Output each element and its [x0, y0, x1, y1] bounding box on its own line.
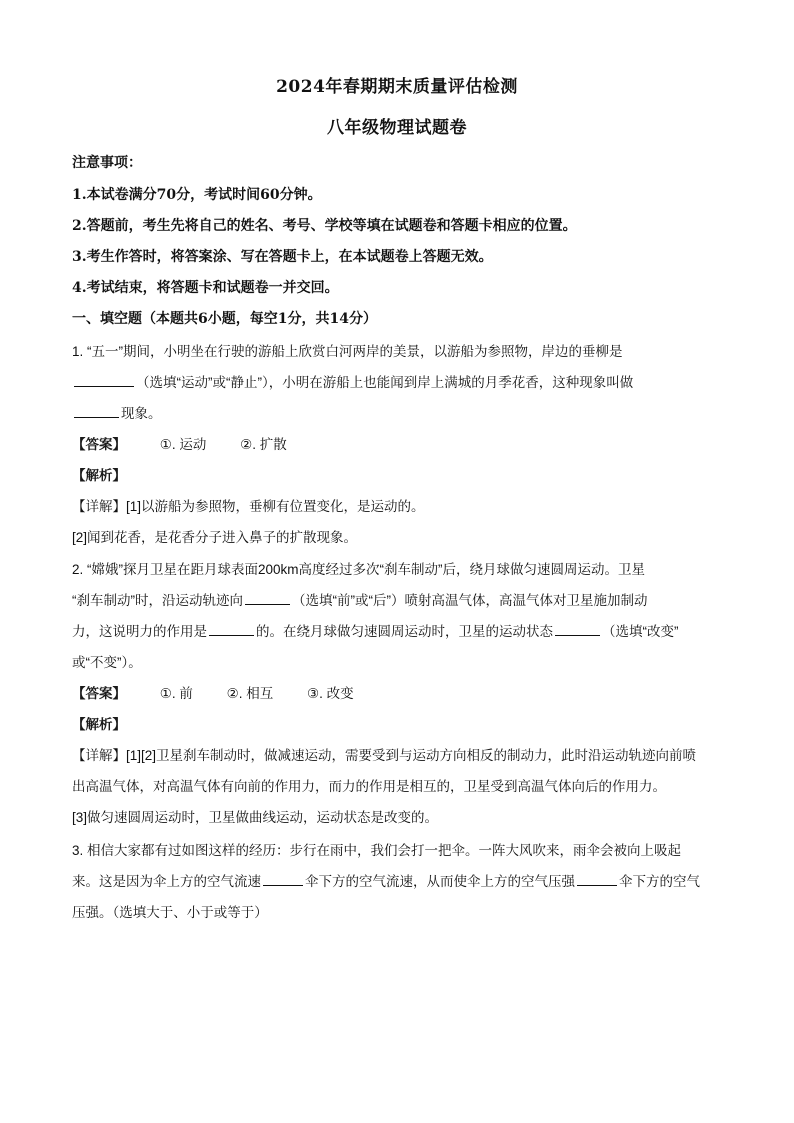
q2-line3-c: （选填“改变”: [602, 624, 679, 639]
q2-line3-a: 力，这说明力的作用是: [72, 624, 207, 639]
notes-heading: 注意事项：: [72, 155, 142, 171]
detail-label: 【详解】: [72, 748, 126, 763]
q3-line2: [72, 870, 732, 890]
q1-line3: [72, 402, 732, 422]
q2-detail-1-text: [1][2]卫星刹车制动时，做减速运动，需要受到与运动方向相反的制动力，此时沿运动轨迹向前喷: [126, 748, 697, 763]
q2-line4: 或“不变”）。: [72, 655, 142, 670]
q1-blank-1: [74, 372, 134, 387]
q2-line3-b: 的。在绕月球做匀速圆周运动时，卫星的运动状态: [256, 624, 553, 639]
q1-detail-2: [2]闻到花香，是花香分子进入鼻子的扩散现象。: [72, 530, 358, 545]
q1-blank-2: [74, 403, 119, 418]
note-item-4: 4.考试结束，将答题卡和试题卷一并交回。: [72, 280, 339, 296]
analysis-label: 【解析】: [72, 468, 126, 483]
q1-answer: [72, 433, 732, 453]
q3-line1: 3. 相信大家都有过如图这样的经历：步行在雨中，我们会打一把伞。一阵大风吹来，雨伞会被向上吸起: [72, 843, 682, 858]
q1-answer-2: ②. 扩散: [240, 437, 287, 452]
q2-line2: [72, 589, 732, 609]
q2-analysis-label: [72, 713, 732, 733]
q1-line2: [72, 371, 732, 391]
exam-subtitle: 八年级物理试题卷: [327, 118, 467, 138]
q1-line2-text: （选填“运动”或“静止”），小明在游船上也能闻到岸上满城的月季花香，这种现象叫做: [136, 375, 634, 390]
q3-blank-2: [577, 871, 617, 886]
q2-answer-3: ③. 改变: [307, 686, 354, 701]
q2-line1: 2. “嫦娥”探月卫星在距月球表面200km高度经过多次“刹车制动”后，绕月球做匀速圆周运动。卫星: [72, 562, 646, 577]
q2-blank-2: [209, 621, 254, 636]
q2-answer-1: ①. 前: [159, 686, 193, 701]
detail-label: 【详解】: [72, 499, 126, 514]
q2-line3: [72, 620, 732, 640]
exam-title: 2024年春期期末质量评估检测: [276, 77, 518, 97]
q2-detail-2: 出高温气体，对高温气体有向前的作用力，而力的作用是相互的，卫星受到高温气体向后的作用力。: [72, 779, 666, 794]
q3-line2-b: 伞下方的空气流速，从而使伞上方的空气压强: [305, 874, 575, 889]
q2-detail-3: [3]做匀速圆周运动时，卫星做曲线运动，运动状态是改变的。: [72, 810, 439, 825]
answer-label: 【答案】: [72, 437, 126, 452]
analysis-label: 【解析】: [72, 717, 126, 732]
q2-line2-b: （选填“前”或“后”）喷射高温气体，高温气体对卫星施加制动: [292, 593, 648, 608]
q2-blank-1: [245, 590, 290, 605]
q2-line2-a: “刹车制动”时，沿运动轨迹向: [72, 593, 243, 608]
q2-answer: [72, 682, 732, 702]
section1-heading: 一、填空题（本题共6小题，每空1分，共14分）: [72, 311, 377, 327]
answer-label: 【答案】: [72, 686, 126, 701]
note-item-2: 2.答题前，考生先将自己的姓名、考号、学校等填在试题卷和答题卡相应的位置。: [72, 218, 577, 234]
q1-answer-1: ①. 运动: [159, 437, 207, 452]
note-item-3: 3.考生作答时，将答案涂、写在答题卡上，在本试题卷上答题无效。: [72, 249, 493, 265]
q3-line3: 压强。（选填大于、小于或等于）: [72, 905, 268, 920]
q1-detail-1-text: [1]以游船为参照物，垂柳有位置变化，是运动的。: [126, 499, 425, 514]
q1-line1: 1. “五一”期间，小明坐在行驶的游船上欣赏白河两岸的美景，以游船为参照物，岸边的垂柳是: [72, 344, 623, 359]
q1-analysis-label: [72, 464, 732, 484]
q2-blank-3: [555, 621, 600, 636]
q3-blank-1: [263, 871, 303, 886]
q2-answer-2: ②. 相互: [226, 686, 274, 701]
q3-line2-c: 伞下方的空气: [619, 874, 700, 889]
q3-line2-a: 来。这是因为伞上方的空气流速: [72, 874, 261, 889]
q1-detail-1: [72, 495, 732, 515]
q1-line3-text: 现象。: [121, 406, 162, 421]
note-item-1: 1.本试卷满分70分，考试时间60分钟。: [72, 187, 322, 203]
q2-detail-1: [72, 744, 732, 764]
